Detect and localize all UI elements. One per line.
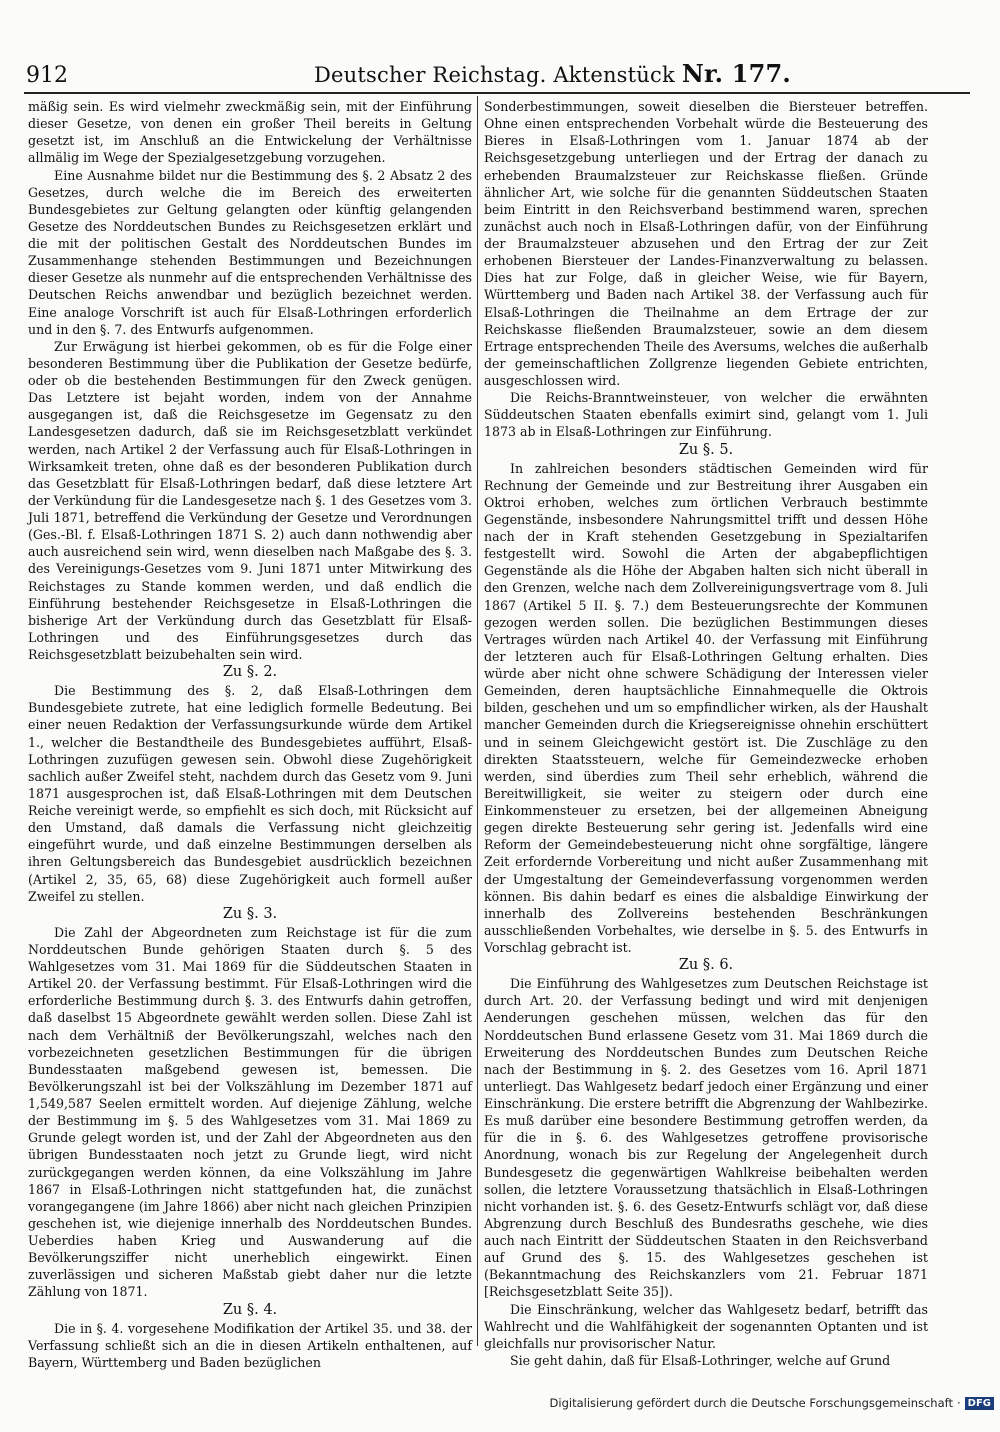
- digitization-credit: Digitalisierung gefördert durch die Deutsche Forschungsgemeinschaft: [549, 1396, 953, 1410]
- paragraph: Eine Ausnahme bildet nur die Bestimmung des §. 2 Absatz 2 des Gesetzes, durch welche die im Bereich des erweiterten Bundesgebietes zur Geltung gelangten oder künftig gelangenden Gesetze des Norddeutschen Bundes zu Reichsgesetzen erklärt und die mit der politischen Gestalt des Norddeutschen Bundes im Zusammenhange stehenden Bestimmungen und Bezeichnungen dieser Gesetze als nunmehr auf die entsprechenden Verhältnisse des Deutschen Reichs anwendbar und bezüglich bezeichnet werden. Eine analoge Vorschrift ist auch für Elsaß-Lothringen erforderlich und in den §. 7. des Entwurfs aufgenommen.: [28, 167, 472, 337]
- paragraph: Die in §. 4. vorgesehene Modifikation der Artikel 35. und 38. der Verfassung schließt sich an die in diesen Artikeln enthaltenen, auf Bayern, Württemberg und Baden bezüglichen: [28, 1320, 472, 1370]
- document-number: Nr. 177.: [681, 59, 791, 88]
- paragraph: Sie geht dahin, daß für Elsaß-Lothringer, welche auf Grund: [510, 1352, 891, 1368]
- section-heading: Zu §. 2.: [222, 664, 278, 681]
- paragraph: In zahlreichen besonders städtischen Gemeinden wird für Rechnung der Gemeinde und zur Bestreitung ihrer Ausgaben ein Oktroi erhoben, welches zum örtlichen Verbrauch bestimmte Gegenstände, insbesondere Nahrungsmittel trifft und dessen Höhe nach der in Kraft stehenden Gesetzgebung in Spezialtarifen festgestellt wird. Sowohl die Arten der abgabepflichtigen Gegenstände als die Höhe der Abgaben halten sich nicht überall in den Grenzen, welche nach dem Zollvereinigungsvertrage vom 8. Juli 1867 (Artikel 5 II. §. 7.) dem Besteuerungsrechte der Kommunen gezogen werden sollen. Die bezüglichen Bestimmungen dieses Vertrages würden nach Artikel 40. der Verfassung mit Einführung der letzteren auch für Elsaß-Lothringen Geltung erhalten. Dies würde aber nicht ohne schwere Schädigung der Interessen vieler Gemeinden, deren hauptsächliche Einnahmequelle die Oktrois bilden, geschehen und um so empfindlicher wirken, als der Haushalt mancher Gemeinden durch die Kriegsereignisse ohnehin erschüttert und in seinem Gleichgewicht gestört ist. Die Zuschläge zu den direkten Staatssteuern, welche für Gemeindezwecke erhoben werden, sind überdies zum Theil sehr erheblich, während die Bereitwilligkeit, sie weiter zu steigern oder durch eine Einkommensteuer zu ersetzen, bei der allgemeinen Abneigung gegen direkte Besteuerung sehr gering ist. Jedenfalls wird eine Reform der Gemeindebesteuerung nicht ohne sorgfältige, längere Zeit erfordernde Vorbereitung und nicht außer Zusammenhang mit der Umgestaltung der Gemeindeverfassung vorgenommen werden können. Bis dahin bedarf es eines die alsbaldige Einwirkung der innerhalb des Zollvereins bestehenden Beschränkungen ausschließenden Vorbehaltes, wie derselbe in §. 5. des Entwurfs in Vorschlag gebracht ist.: [484, 460, 928, 955]
- section-heading: Zu §. 3.: [222, 905, 278, 922]
- paragraph: Die Einführung des Wahlgesetzes zum Deutschen Reichstage ist durch Art. 20. der Verfassung bedingt und wird mit denjenigen Aenderungen geschehen müssen, welchen das für den Norddeutschen Bund erlassene Gesetz vom 31. Mai 1869 durch die Erweiterung des Norddeutschen Bundes zum Deutschen Reiche nach der Bestimmung in §. 2. des Gesetzes vom 16. April 1871 unterliegt. Das Wahlgesetz bedarf jedoch einer Ergänzung und einer Einschränkung. Die erstere betrifft die Abgrenzung der Wahlbezirke. Es muß darüber eine besondere Bestimmung getroffen werden, da für die in §. 6. des Wahlgesetzes getroffene provisorische Anordnung, wonach bis zur Regelung der Angelegenheit durch Bundesgesetz die gegenwärtigen Wahlkreise beibehalten werden sollen, die letztere Voraussetzung thatsächlich in Elsaß-Lothringen nicht vorhanden ist. §. 6. des Gesetz-Entwurfs schlägt vor, daß diese Abgrenzung durch Beschluß des Bundesraths geschehe, wie dies auch nach Eintritt der Süddeutschen Staaten in den Reichsverband auf Grund des §. 15. des Wahlgesetzes geschehen ist (Bekanntmachung des Reichskanzlers vom 21. Februar 1871 [Reichsgesetzblatt Seite 35]).: [484, 976, 928, 1300]
- running-title: [314, 59, 791, 88]
- paragraph: Die Zahl der Abgeordneten zum Reichstage ist für die zum Norddeutschen Bunde gehörigen Staaten durch §. 5 des Wahlgesetzes vom 31. Mai 1869 für die Süddeutschen Staaten in Artikel 20. der Verfassung bestimmt. Für Elsaß-Lothringen wird die erforderliche Bestimmung durch §. 3. des Entwurfs dahin getroffen, daß daselbst 15 Abgeordnete gewählt werden sollen. Diese Zahl ist nach dem Verhältniß der Bevölkerungszahl, welches nach den vorbezeichneten gesetzlichen Bestimmungen für die übrigen Bundesstaaten maßgebend gewesen ist, bemessen. Die Bevölkerungszahl ist bei der Volkszählung im Dezember 1871 auf 1,549,587 Seelen ermittelt worden. Auf diejenige Zählung, welche der Bestimmung im §. 5 des Wahlgesetzes vom 31. Mai 1869 zu Grunde gelegt worden ist, und der Zahl der Abgeordneten aus den übrigen Bundesstaaten noch jetzt zu Grunde liegt, wird nicht zurückgegangen werden können, da eine Volkszählung im Jahre 1867 in Elsaß-Lothringen nicht stattgefunden hat, die zunächst vorangegangene (im Jahre 1866) aber nicht nach gleichen Prinzipien geschehen ist, wie diejenige innerhalb des Norddeutschen Bundes. Ueberdies haben Krieg und Auswanderung auf die Bevölkerungsziffer nicht unerheblich eingewirkt. Einen zuverlässigen und sicheren Maßstab giebt daher nur die letzte Zählung von 1871.: [28, 924, 472, 1300]
- running-title-text: Deutscher Reichstag. Aktenstück: [314, 63, 675, 87]
- section-heading: Zu §. 6.: [678, 957, 734, 974]
- page-footer: [550, 1396, 994, 1410]
- section-heading: Zu §. 5.: [678, 441, 734, 458]
- paragraph: Zur Erwägung ist hierbei gekommen, ob es für die Folge einer besonderen Bestimmung über die Publikation der Gesetze bedürfe, oder ob die bestehenden Bestimmungen für den Zweck genügen. Das Letztere ist bejaht worden, indem von der Annahme ausgegangen ist, daß die Reichsgesetze im Gegensatz zu den Landesgesetzen dadurch, daß sie im Reichsgesetzblatt verkündet werden, nach Artikel 2 der Verfassung auch für Elsaß-Lothringen in Wirksamkeit treten, ohne daß es der besonderen Publikation durch das Gesetzblatt für Elsaß-Lothringen bedarf, daß diese letztere Art der Verkündung für die Landesgesetze nach §. 1 des Gesetzes vom 3. Juli 1871, betreffend die Verkündung der Gesetze und Verordnungen (Ges.-Bl. f. Elsaß-Lothringen 1871 S. 2) auch dann nothwendig aber auch ausreichend sein wird, wenn dieselben nach Maßgabe des §. 3. des Vereinigungs-Gesetzes vom 9. Juni 1871 unter Mitwirkung des Reichstages zu Stande kommen werden, und daß endlich die Einführung bestehender Reichsgesetze in Elsaß-Lothringen die bisherige Art der Verkündung durch das Gesetzblatt für Elsaß-Lothringen und des Einführungsgesetzes durch das Reichsgesetzblatt beizubehalten sein wird.: [28, 338, 472, 662]
- page-number: 912: [26, 63, 68, 88]
- paragraph: Die Reichs-Branntweinsteuer, von welcher die erwähnten Süddeutschen Staaten ebenfalls eximirt sind, gelangt vom 1. Juli 1873 ab in Elsaß-Lothringen zur Einführung.: [484, 390, 928, 440]
- footer-separator: ·: [957, 1396, 961, 1410]
- paragraph: Die Einschränkung, welcher das Wahlgesetz bedarf, betrifft das Wahlrecht und die Wahlfähigkeit der sogenannten Optanten und ist gleichfalls nur provisorischer Natur.: [484, 1301, 928, 1351]
- section-heading: Zu §. 4.: [222, 1301, 278, 1318]
- column-divider: [477, 96, 478, 1346]
- right-column: [484, 98, 928, 1369]
- paragraph: mäßig sein. Es wird vielmehr zweckmäßig sein, mit der Einführung dieser Gesetze, von denen ein großer Theil bereits in Geltung gesetzt ist, im Anschluß an die Entwickelung der Verhältnisse allmälig im Wege der Spezialgesetzgebung vorzugehen.: [28, 99, 472, 166]
- paragraph: Die Bestimmung des §. 2, daß Elsaß-Lothringen dem Bundesgebiete zutrete, hat eine lediglich formelle Bedeutung. Bei einer neuen Redaktion der Verfassungsurkunde würde dem Artikel 1., welcher die Bestandtheile des Bundesgebietes aufführt, Elsaß-Lothringen zuzufügen gewesen sein. Obwohl diese Zugehörigkeit sachlich außer Zweifel steht, nachdem durch das Gesetz vom 9. Juni 1871 ausgesprochen ist, daß Elsaß-Lothringen mit dem Deutschen Reiche vereinigt werde, so empfiehlt es sich doch, mit Rücksicht auf den Umstand, daß damals die Verfassung nicht gleichzeitig eingeführt wurde, und daß einzelne Bestimmungen derselben als ihren Geltungsbereich das Bundesgebiet ausdrücklich bezeichnen (Artikel 2, 35, 65, 68) diese Zugehörigkeit auch formell außer Zweifel zu stellen.: [28, 683, 472, 904]
- page-header: [24, 52, 970, 94]
- paragraph: Sonderbestimmungen, soweit dieselben die Biersteuer betreffen. Ohne einen entsprechenden Vorbehalt würde die Besteuerung des Bieres in Elsaß-Lothringen vom 1. Januar 1874 ab der Reichsgesetzgebung unterliegen und der Ertrag der danach zu erhebenden Braumalzsteuer zur Reichskasse fließen. Gründe ähnlicher Art, wie solche für die genannten Süddeutschen Staaten beim Eintritt in den Reichsverband bestimmend waren, sprechen zunächst auch noch in Elsaß-Lothringen dafür, von der Einführung der Braumalzsteuer abzusehen und den Ertrag der zur Zeit erhobenen Biersteuer der Landes-Finanzverwaltung zu belassen. Dies hat zur Folge, daß in gleicher Weise, wie für Bayern, Württemberg und Baden nach Artikel 38. der Verfassung auch für Elsaß-Lothringen die Theilnahme an dem Ertrage der zur Reichskasse fließenden Braumalzsteuer, sowie an dem diesem Ertrage entsprechenden Theile des Aversums, welches die außerhalb der gemeinschaftlichen Zollgrenze liegenden Gebiete entrichten, ausgeschlossen wird.: [484, 99, 929, 388]
- left-column: [28, 98, 472, 1371]
- dfg-logo: DFG: [965, 1397, 994, 1410]
